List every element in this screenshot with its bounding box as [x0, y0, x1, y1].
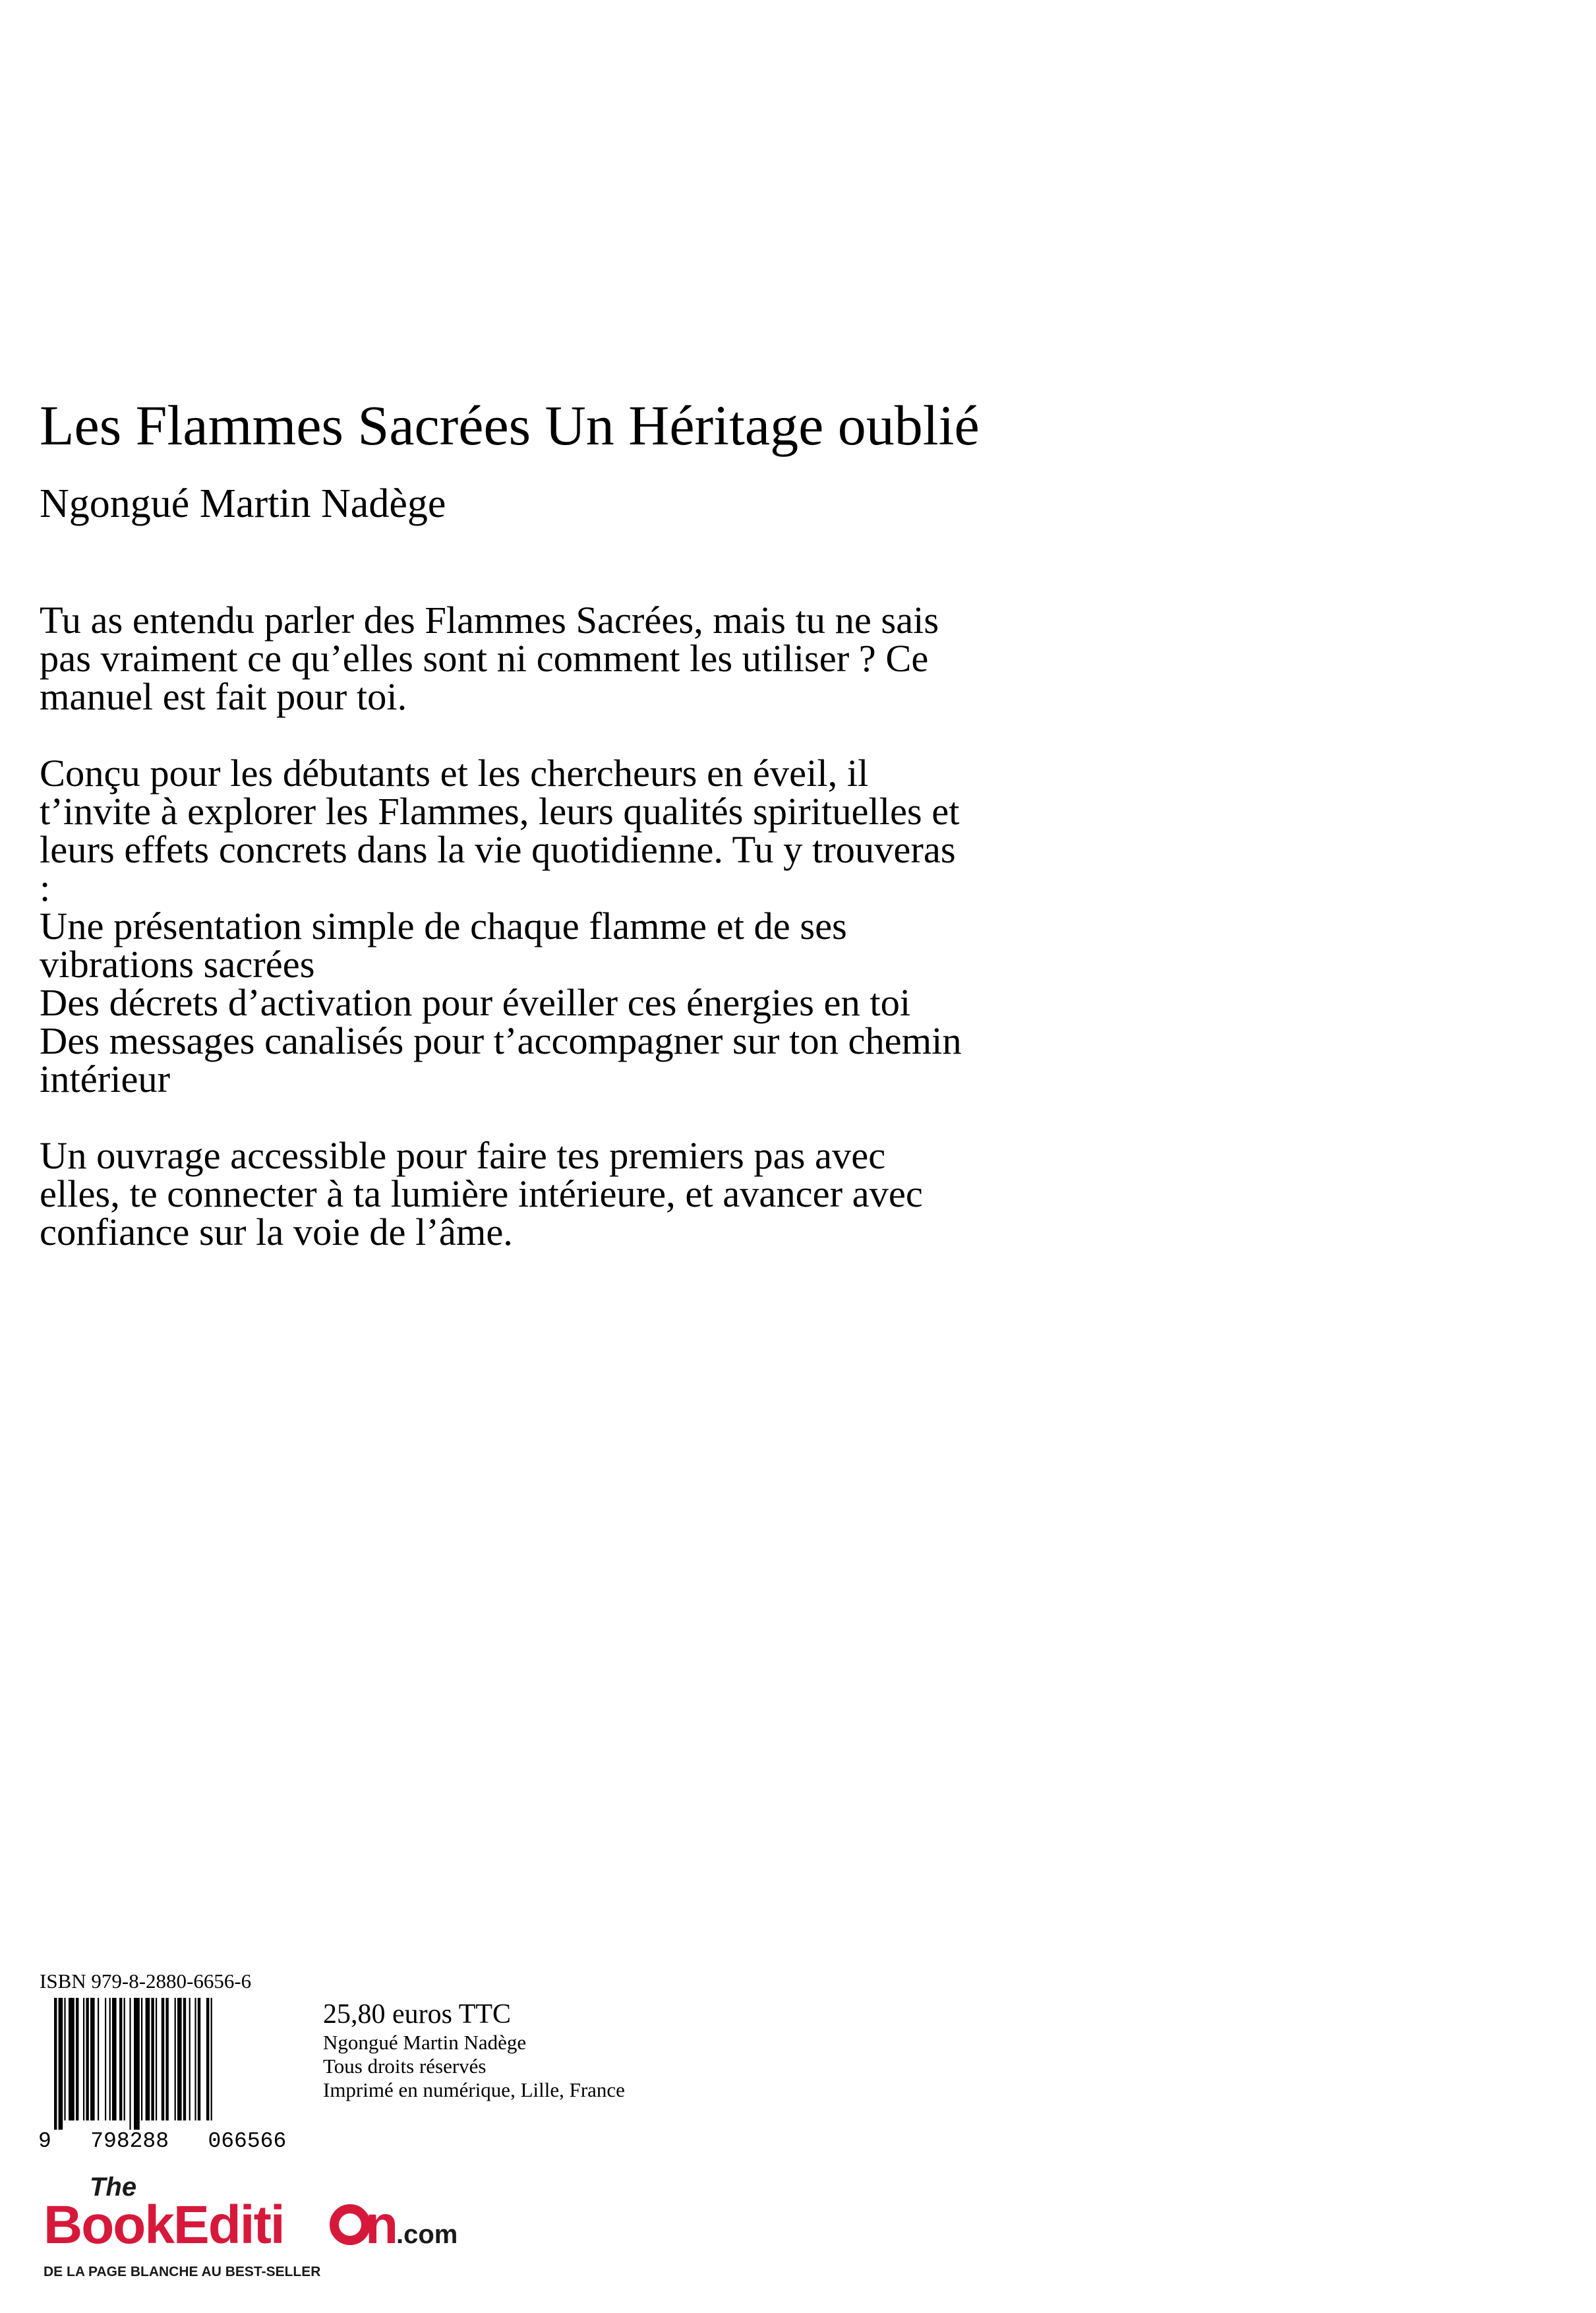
blurb-line: Une présentation simple de chaque flamme et de ses: [40, 905, 847, 947]
blurb-line: leurs effets concrets dans la vie quotidienne. Tu y trouveras: [40, 828, 956, 871]
barcode-bar: [211, 1998, 212, 2120]
barcode-bar: [175, 1998, 176, 2120]
rights-text: Tous droits réservés: [323, 2055, 487, 2078]
barcode-bar: [54, 1998, 57, 2130]
logo-domain: .com: [396, 2220, 458, 2249]
blurb-line: confiance sur la voie de l’âme.: [40, 1211, 513, 1253]
svg-text:n: [365, 2195, 397, 2255]
back-cover-blurb: [40, 601, 1259, 1251]
paragraph-gap: [40, 716, 1259, 754]
svg-text:BookEditi: [44, 2195, 284, 2255]
barcode-bar: [129, 1998, 131, 2130]
barcode-bar: [162, 1998, 164, 2120]
printed-location: Imprimé en numérique, Lille, France: [323, 2078, 625, 2101]
barcode-bar: [64, 1998, 65, 2120]
blurb-line: Un ouvrage accessible pour faire tes premiers pas avec: [40, 1134, 886, 1177]
barcode-bar: [206, 1998, 209, 2120]
blurb-line: Tu as entendu parler des Flammes Sacrées, mais tu ne sais: [40, 599, 939, 642]
blurb-line: manuel est fait pour toi.: [40, 675, 407, 718]
blurb-line: Des décrets d’activation pour éveiller ces énergies en toi: [40, 981, 911, 1024]
price-text: 25,80 euros TTC: [323, 1999, 512, 2029]
barcode-bar: [109, 1998, 111, 2120]
barcode-bar: [151, 1998, 154, 2120]
barcode-bar: [198, 1998, 200, 2120]
blurb-line: vibrations sacrées: [40, 943, 315, 986]
barcode: [38, 1998, 287, 2153]
book-title: Les Flammes Sacrées Un Héritage oublié: [40, 394, 980, 457]
barcode-bar: [177, 1998, 182, 2120]
blurb-line: t’invite à explorer les Flammes, leurs qualités spirituelles et: [40, 790, 960, 833]
barcode-bar: [112, 1998, 117, 2120]
barcode-bar: [189, 1998, 191, 2120]
publisher-logo: [44, 2169, 458, 2288]
barcode-bar: [134, 1998, 140, 2130]
isbn-text: ISBN 979-8-2880-6656-6: [40, 1969, 252, 1993]
paragraph-gap: [40, 1098, 1259, 1137]
barcode-bar: [124, 1998, 125, 2120]
barcode-digits: 9 798288 066566: [38, 2129, 287, 2153]
barcode-bar: [141, 1998, 142, 2120]
logo-the: The: [90, 2173, 137, 2202]
barcode-bar: [105, 1998, 106, 2120]
imprint-author: Ngongué Martin Nadège: [323, 2031, 527, 2054]
barcode-bar: [146, 1998, 150, 2120]
logo-o-ring: [334, 2209, 366, 2240]
barcode-bar: [76, 1998, 78, 2120]
book-author: Ngongué Martin Nadège: [40, 481, 446, 526]
barcode-bar: [165, 1998, 168, 2120]
price-block: [323, 1998, 625, 2102]
barcode-bar: [183, 1998, 186, 2120]
blurb-line: Des messages canalisés pour t’accompagner sur ton chemin: [40, 1019, 962, 1062]
barcode-bar: [59, 1998, 63, 2130]
blurb-line: pas vraiment ce qu’elles sont ni comment les utiliser ? Ce: [40, 637, 929, 680]
logo-name-part1: BookEditi: [44, 2195, 284, 2255]
blurb-line: Conçu pour les débutants et les chercheurs en éveil, il: [40, 752, 869, 795]
logo-name-part2: n: [365, 2195, 398, 2255]
blurb-line: elles, te connecter à ta lumière intérieure, et avancer avec: [40, 1172, 923, 1215]
barcode-bar: [98, 1998, 99, 2120]
barcode-bar: [194, 1998, 196, 2120]
barcode-bar: [83, 1998, 84, 2120]
barcode-bar: [119, 1998, 122, 2120]
logo-tagline: DE LA PAGE BLANCHE AU BEST-SELLER: [44, 2264, 321, 2279]
barcode-bars: [54, 1998, 212, 2130]
barcode-bar: [156, 1998, 157, 2120]
barcode-bar: [90, 1998, 95, 2120]
blurb-line: intérieur: [40, 1058, 171, 1100]
barcode-bar: [69, 1998, 74, 2120]
barcode-bar: [86, 1998, 88, 2120]
blurb-line: :: [40, 866, 51, 909]
